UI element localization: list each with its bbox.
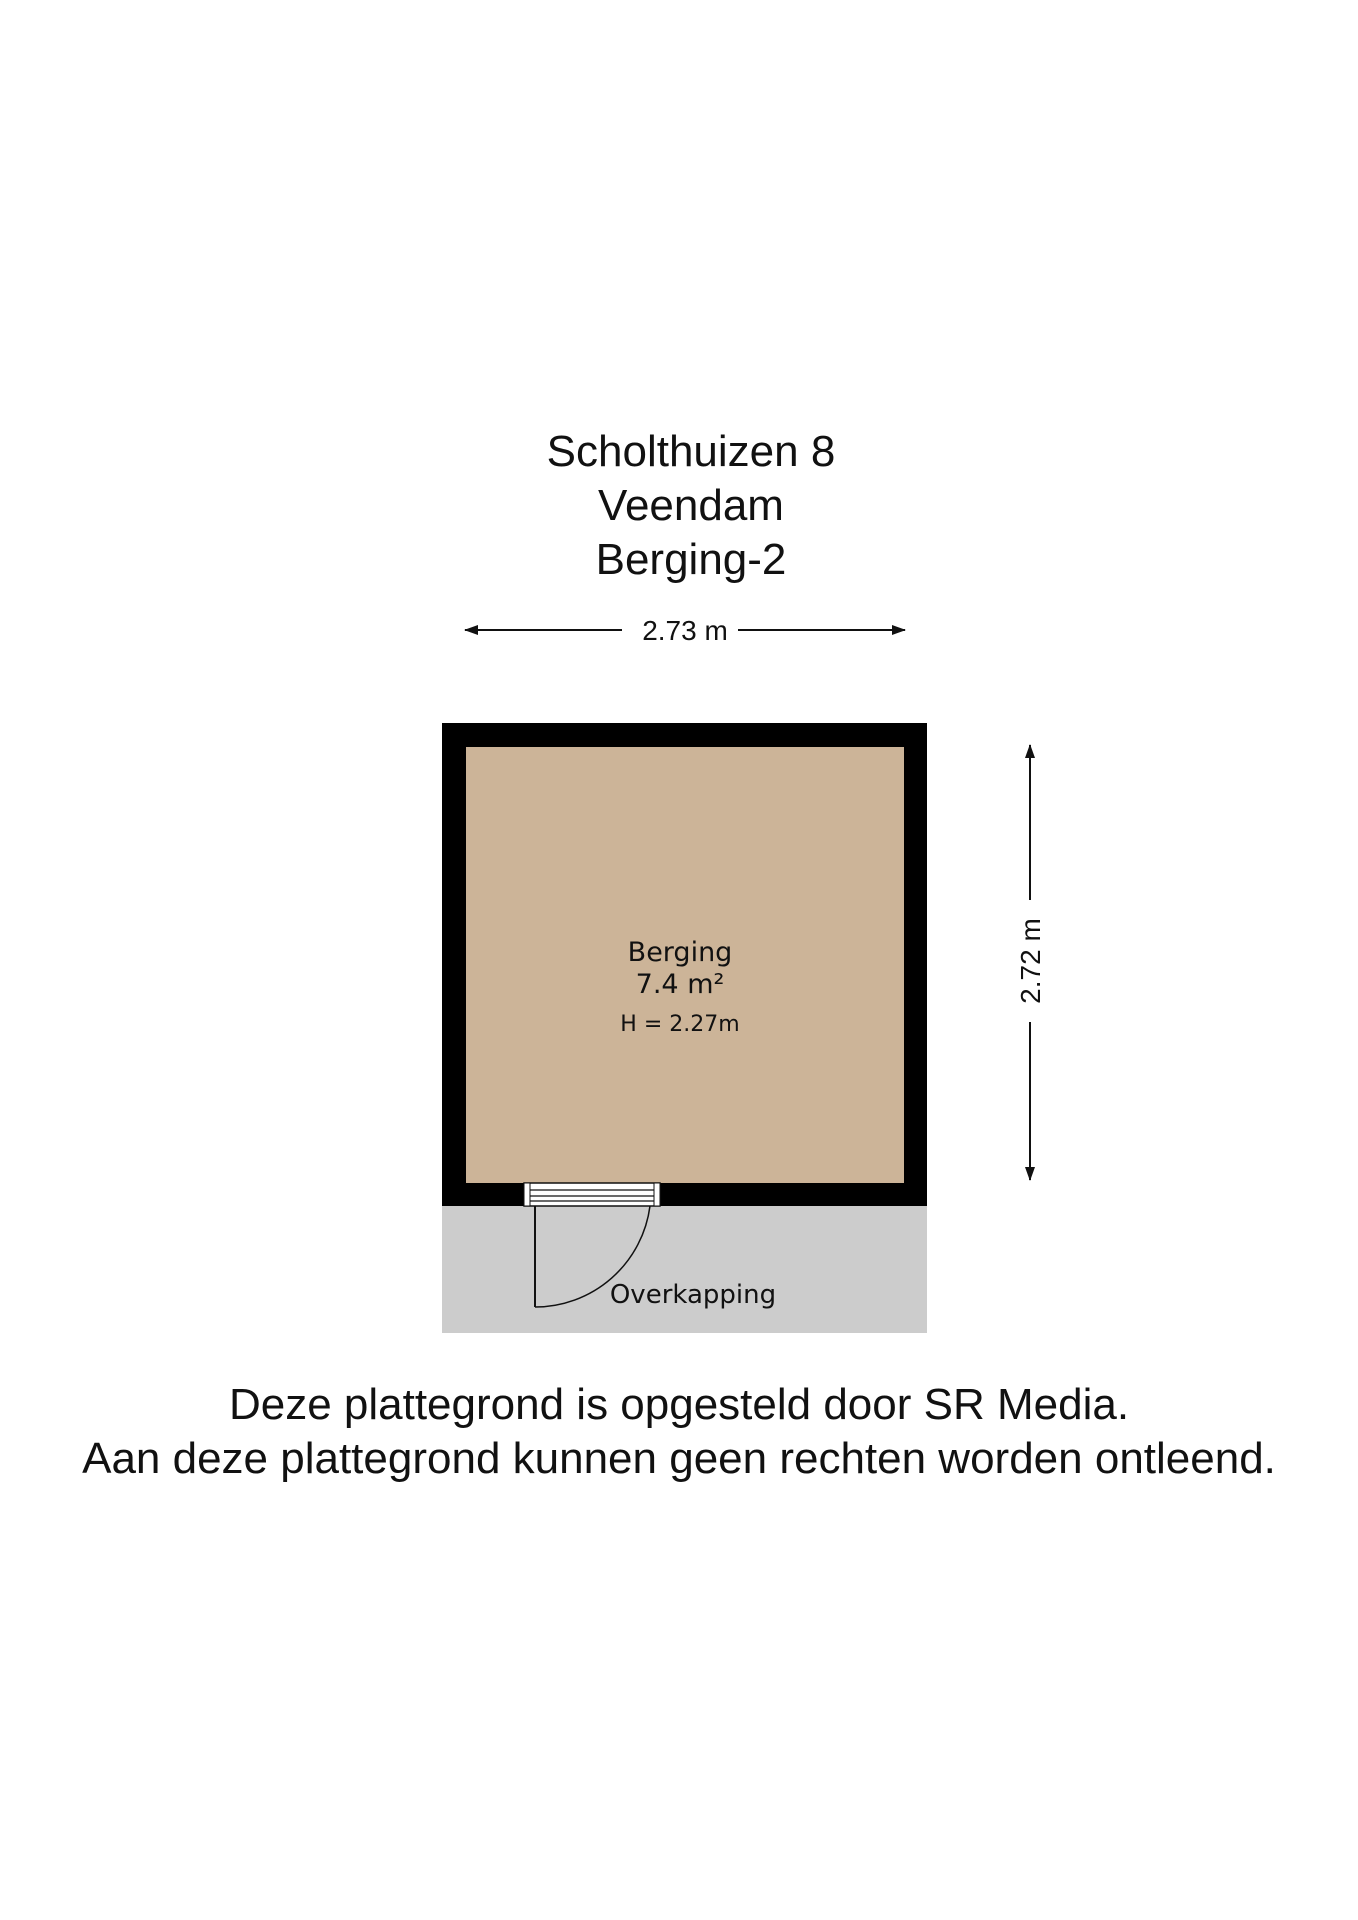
door-jamb-right — [654, 1183, 660, 1206]
city-title: Veendam — [598, 481, 784, 530]
door-jamb-left — [524, 1183, 530, 1206]
overkapping-area — [442, 1205, 927, 1333]
disclaimer-line-1: Deze plattegrond is opgesteld door SR Media. — [228, 1380, 1130, 1429]
disclaimer — [0, 1378, 1358, 1486]
door-opening — [524, 1183, 660, 1206]
width-dimension-label: 2.73 m — [642, 615, 728, 646]
room-height-berging: H = 2.27m — [620, 1012, 740, 1037]
width-dimension — [465, 615, 905, 646]
room-name-overkapping: Overkapping — [609, 1280, 777, 1310]
depth-dimension — [1015, 745, 1046, 1180]
floor-title: Berging-2 — [595, 535, 787, 584]
depth-dimension-label: 2.72 m — [1015, 918, 1046, 1004]
address-title: Scholthuizen 8 — [546, 427, 836, 476]
room-name-berging: Berging — [627, 937, 733, 968]
disclaimer-line-2: Aan deze plattegrond kunnen geen rechten worden ontleend. — [82, 1434, 1276, 1483]
room-area-berging: 7.4 m² — [635, 969, 725, 1000]
